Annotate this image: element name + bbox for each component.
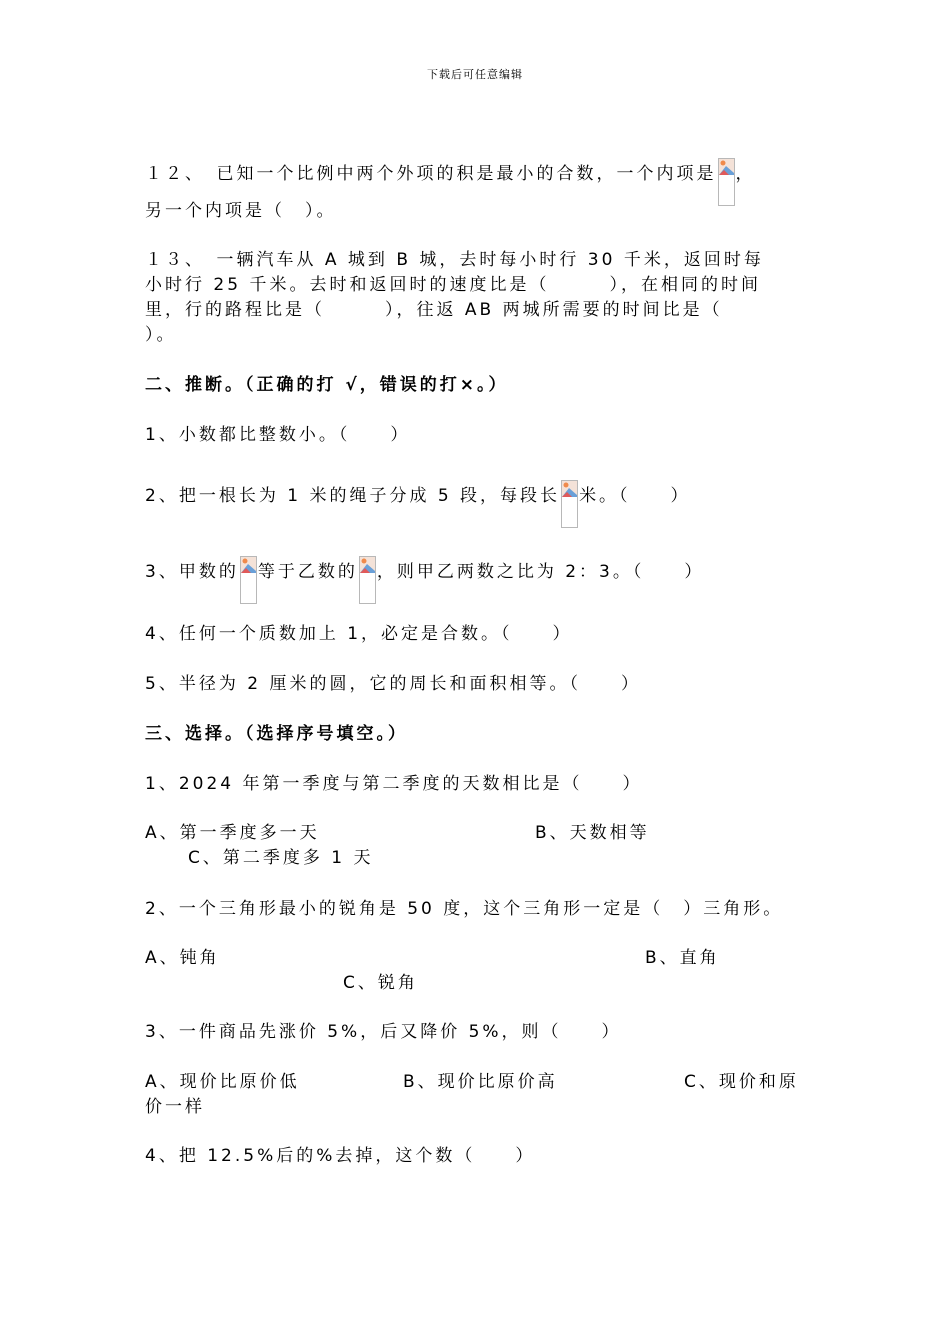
fraction-image-icon — [240, 556, 257, 604]
fraction-image-icon — [561, 480, 578, 528]
choice-question-1: 1、2024 年第一季度与第二季度的天数相比是（ ） — [145, 774, 643, 794]
q13-line-4: ）。 — [145, 325, 177, 345]
choice-1-option-c: C、第二季度多 1 天 — [188, 848, 374, 868]
q13-line-3: 里，行的路程比是（ ），往返 AB 两城所需要的时间比是（ — [145, 300, 723, 320]
judge-item-3-part-1: 3、甲数的 — [145, 562, 239, 582]
section-2-title: 二、推断。（正确的打 √，错误的打×。） — [145, 375, 509, 395]
q13-line-1: １３、 一辆汽车从 A 城到 B 城，去时每小时行 30 千米，返回时每 — [145, 250, 764, 270]
choice-3-option-c-cont: 价一样 — [145, 1097, 205, 1117]
judge-item-3-part-2: 等于乙数的 — [257, 562, 358, 582]
judge-item-2-text: 2、把一根长为 1 米的绳子分成 5 段，每段长 — [145, 486, 561, 506]
choice-2-option-b: B、直角 — [645, 948, 720, 968]
judge-item-2 — [145, 486, 691, 534]
fraction-image-icon — [359, 556, 376, 604]
q12-line-2: 另一个内项是（ ）。 — [145, 201, 337, 221]
page-header: 下载后可任意编辑 — [427, 68, 523, 81]
choice-3-option-c: C、现价和原 — [684, 1072, 799, 1092]
fraction-image-icon — [718, 158, 735, 206]
choice-question-3: 3、一件商品先涨价 5%，后又降价 5%，则（ ） — [145, 1022, 622, 1042]
q13-line-2: 小时行 25 千米。去时和返回时的速度比是（ ），在相同的时间 — [145, 275, 761, 295]
choice-question-2: 2、一个三角形最小的锐角是 50 度，这个三角形一定是（ ）三角形。 — [145, 899, 784, 919]
judge-item-5: 5、半径为 2 厘米的圆，它的周长和面积相等。（ ） — [145, 674, 641, 694]
choice-3-option-b: B、现价比原价高 — [403, 1072, 558, 1092]
choice-1-option-a: A、第一季度多一天 — [145, 823, 320, 843]
choice-3-option-a: A、现价比原价低 — [145, 1072, 300, 1092]
choice-1-option-b: B、天数相等 — [535, 823, 650, 843]
q12-text: １２、 已知一个比例中两个外项的积是最小的合数，一个内项是 — [145, 164, 717, 184]
judge-item-1: 1、小数都比整数小。（ ） — [145, 425, 411, 445]
choice-2-option-c: C、锐角 — [343, 973, 418, 993]
q12-comma: ， — [735, 164, 756, 184]
judge-item-3-part-3: ，则甲乙两数之比为 2：3。（ ） — [376, 562, 705, 582]
choice-2-option-a: A、钝角 — [145, 948, 220, 968]
section-3-title: 三、选择。（选择序号填空。） — [145, 724, 408, 744]
judge-item-2-tail: 米。（ ） — [579, 486, 691, 506]
judge-item-3 — [145, 562, 704, 610]
choice-question-4: 4、把 12.5%后的%去掉，这个数（ ） — [145, 1146, 536, 1166]
judge-item-4: 4、任何一个质数加上 1，必定是合数。（ ） — [145, 624, 573, 644]
